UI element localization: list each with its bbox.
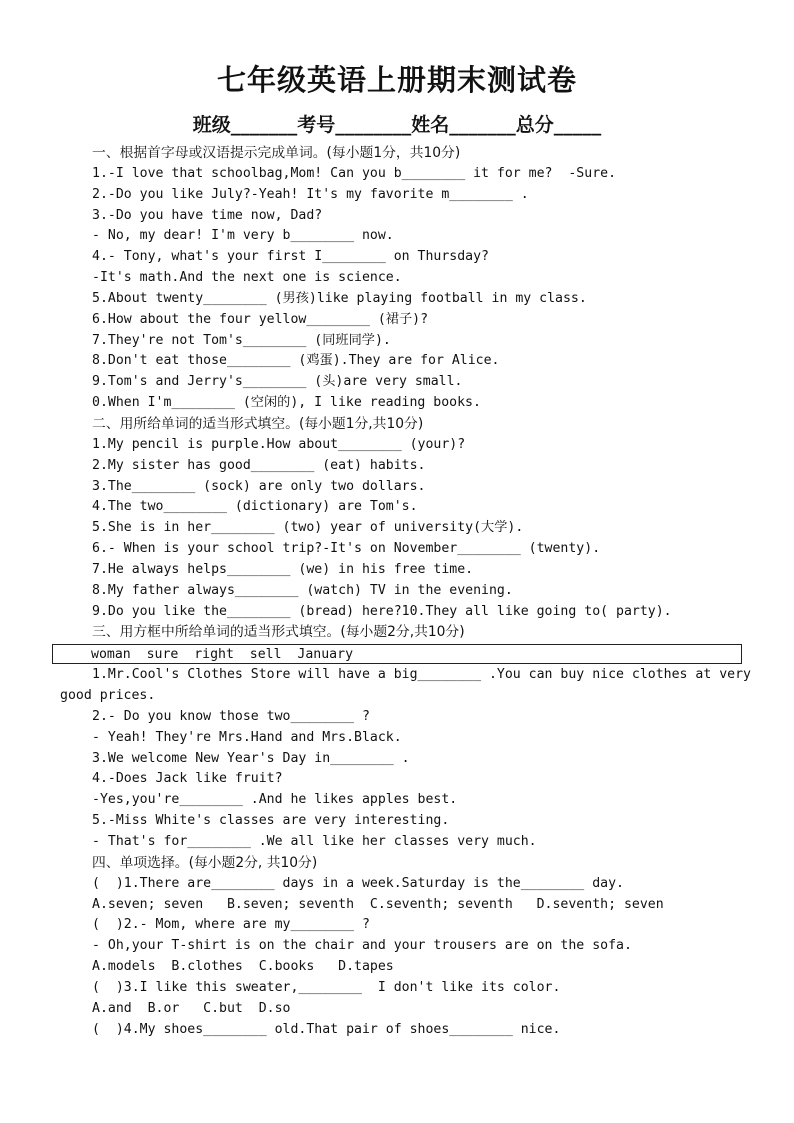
- question-line: 1.My pencil is purple.How about________ (your)?: [92, 436, 466, 452]
- section-heading: 四、单项选择。(每小题2分, 共10分): [92, 854, 318, 871]
- question-line: 1.Mr.Cool's Clothes Store will have a big________ .You can buy nice clothes at very: [92, 667, 751, 683]
- question-line: 7.He always helps________ (we) in his free time.: [92, 561, 474, 577]
- answer-options: A.models B.clothes C.books D.tapes: [92, 959, 394, 975]
- student-info-line: 班级_______考号________姓名_______总分_____: [192, 114, 602, 136]
- question-line: 9.Tom's and Jerry's________ (头)are very small.: [92, 374, 463, 390]
- question-line: ( )1.There are________ days in a week.Saturday is the________ day.: [92, 875, 624, 891]
- question-line: - No, my dear! I'm very b________ now.: [92, 228, 394, 244]
- question-line: 5.She is in her________ (two) year of university(大学).: [92, 520, 524, 536]
- question-line: - Oh,your T-shirt is on the chair and your trousers are on the sofa.: [92, 938, 632, 954]
- question-line: 0.When I'm________ (空闲的), I like reading books.: [92, 395, 481, 411]
- exam-content: [0, 143, 794, 1040]
- question-line: 8.Don't eat those________ (鸡蛋).They are for Alice.: [92, 353, 500, 369]
- page-title: 七年级英语上册期末测试卷: [216, 63, 577, 97]
- question-line: 2.-Do you like July?-Yeah! It's my favorite m________ .: [92, 186, 529, 202]
- answer-options: A.and B.or C.but D.so: [92, 1000, 291, 1016]
- question-line: 3.The________ (sock) are only two dollars.: [92, 478, 426, 494]
- question-line: 9.Do you like the________ (bread) here?10.They all like going to( party).: [92, 603, 672, 619]
- question-line: 2.My sister has good________ (eat) habits.: [92, 457, 426, 473]
- question-line: - That's for________ .We all like her classes very much.: [92, 834, 537, 849]
- question-line: 3.-Do you have time now, Dad?: [92, 207, 323, 223]
- question-line: -Yes,you're________ .And he likes apples best.: [92, 792, 458, 808]
- question-line: 2.- Do you know those two________ ?: [92, 708, 370, 724]
- question-line: 1.-I love that schoolbag,Mom! Can you b________ it for me? -Sure.: [92, 165, 617, 181]
- question-line: -It's math.And the next one is science.: [92, 270, 402, 286]
- question-line: 4.The two________ (dictionary) are Tom's.: [92, 499, 418, 515]
- question-line: 6.- When is your school trip?-It's on November________ (twenty).: [92, 541, 601, 557]
- question-line: - Yeah! They're Mrs.Hand and Mrs.Black.: [92, 729, 402, 745]
- question-line: 8.My father always________ (watch) TV in the evening.: [92, 582, 513, 598]
- question-line: 4.-Does Jack like fruit?: [92, 771, 283, 787]
- question-line: 6.How about the four yellow________ (裙子)?: [92, 311, 429, 327]
- question-line: 7.They're not Tom's________ (同班同学).: [92, 332, 391, 348]
- question-line: 5.About twenty________ (男孩)like playing football in my class.: [92, 290, 587, 306]
- section-heading: 三、用方框中所给单词的适当形式填空。(每小题2分,共10分): [92, 624, 465, 641]
- section-heading: 二、用所给单词的适当形式填空。(每小题1分,共10分): [92, 415, 424, 432]
- question-line: ( )3.I like this sweater,________ I don't like its color.: [92, 979, 561, 995]
- question-line: ( )2.- Mom, where are my________ ?: [92, 917, 370, 933]
- question-line: 3.We welcome New Year's Day in________ .: [92, 750, 410, 766]
- question-line: ( )4.My shoes________ old.That pair of shoes________ nice.: [92, 1021, 561, 1037]
- question-line: 5.-Miss White's classes are very interesting.: [92, 813, 450, 829]
- section-heading: 一、根据首字母或汉语提示完成单词。(每小题1分，共10分): [92, 145, 461, 161]
- answer-options: A.seven; seven B.seven; seventh C.seventh; seventh D.seventh; seven: [92, 896, 664, 912]
- word-bank-box: woman sure right sell January: [52, 644, 742, 664]
- question-line: 4.- Tony, what's your first I________ on Thursday?: [92, 249, 489, 265]
- question-line: good prices.: [60, 688, 156, 704]
